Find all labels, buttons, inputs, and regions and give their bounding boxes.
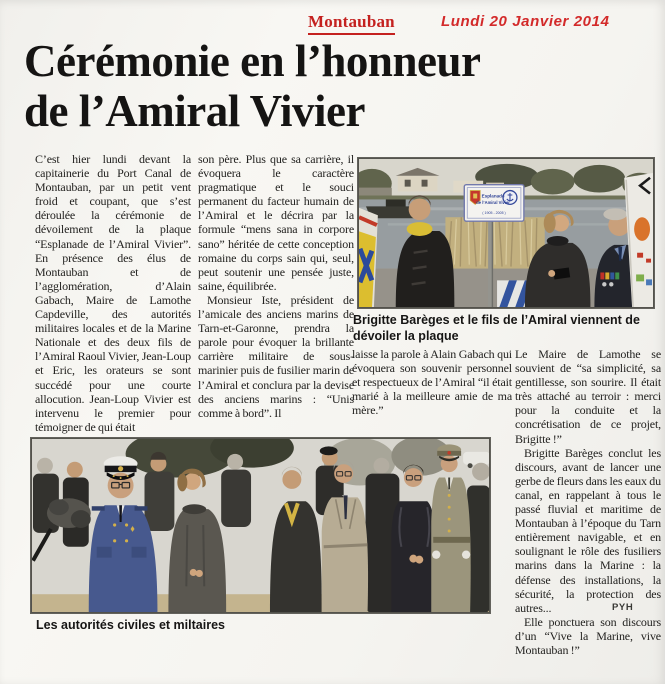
- crowd-photo-illustration: [31, 438, 490, 613]
- article-column-1: [35, 152, 191, 434]
- article-column-3: [352, 347, 512, 417]
- article-column-4: [515, 347, 661, 657]
- paragraph: laisse la parole à Alain Gabach qui évoquera son souvenir personnel et respectueux de l’Amiral “il était marié à la meilleure amie de ma mère.”: [352, 347, 512, 418]
- photo-canal-unveiling: [357, 157, 655, 309]
- headline-line2: de l’Amiral Vivier: [24, 86, 365, 136]
- paragraph: Elle ponctuera son discours d’un “Vive la Marine, vive Montauban !”: [515, 614, 661, 657]
- photo-crowd-authorities: [30, 437, 491, 614]
- edition-date: Lundi 20 Janvier 2014: [441, 13, 610, 30]
- photo-canal-caption: Brigitte Barèges et le fils de l’Amiral viennent de dévoiler la plaque: [353, 313, 640, 343]
- headline: [24, 36, 480, 136]
- plaque-text-line2: de l’Amiral Vivier: [476, 199, 510, 205]
- plaque-text-line3: ( 1905 - 2005 ): [482, 211, 506, 216]
- paragraph: Monsieur Iste, président de l’amicale des anciens marins de Tarn-et-Garonne, prendra la parole pour évoquer la brillante carrière militaire de sous-marinier puis de fusilier marin de l’Amiral et conclura par la devise des anciens marins : “Unis comme à bord”. Il: [198, 292, 354, 420]
- paragraph: Le Maire de Lamothe se souvient de “sa simplicité, sa gentillesse, son sourire. Il était très attaché au terroir : merci pour la conduite et la concrétisation de ce projet, Brigitte !”: [515, 347, 661, 446]
- reeds: [445, 216, 544, 268]
- paragraph: Brigitte Barèges conclut les discours, avant de lancer une gerbe de fleurs dans les eaux du canal, en rappelant à tous le passé fluvial et maritime de Montauban à l’époque du Tarn entièrement navigable, et en soulignant le rôle des fusiliers marins dans la Marine : la défense des installations, la sécurité, la protection des autres...: [515, 445, 661, 615]
- paragraph: son père. Plus que sa carrière, il évoquera le caractère pragmatique et le souci permanent du facteur humain de l’Amiral et le décrira par la formule “mens sana in corpore sano” héritée de cette conception romaine du corps sain qui, seul, peut soutenir une pensée juste, saine, équilibrée.: [198, 152, 354, 293]
- paragraph: C’est hier lundi devant la capitainerie du Port Canal de Montauban, par un petit vent froid et coupant, que s’est déroulée la cérémonie de dévoilement de la plaque “Esplanade de l’Amiral Vivier”. En présence des élus de Montauban et de l’agglomération, d’Alain Gabach, Maire de Lamothe Capdeville, des autorités militaires locales et de la Marine Nationale et des deux fils de l’Amiral Raoul Vivier, Jean-Loup et Eric, les orateurs se sont succédé pour une courte allocution. Jean-Loup Vivier est intervenu le premier pour témoigner de qui était: [35, 152, 191, 434]
- canal-photo-illustration: [358, 158, 654, 308]
- plaque-text-line1: Esplanade: [481, 193, 505, 199]
- article-column-2: [198, 152, 354, 420]
- section-kicker: Montauban: [308, 12, 395, 35]
- naval-cap-icon: [104, 456, 138, 480]
- headline-line1: Cérémonie en l’honneur: [24, 36, 481, 86]
- author-signature: PYH: [612, 602, 634, 613]
- photo-crowd-caption: Les autorités civiles et miltaires: [36, 618, 225, 632]
